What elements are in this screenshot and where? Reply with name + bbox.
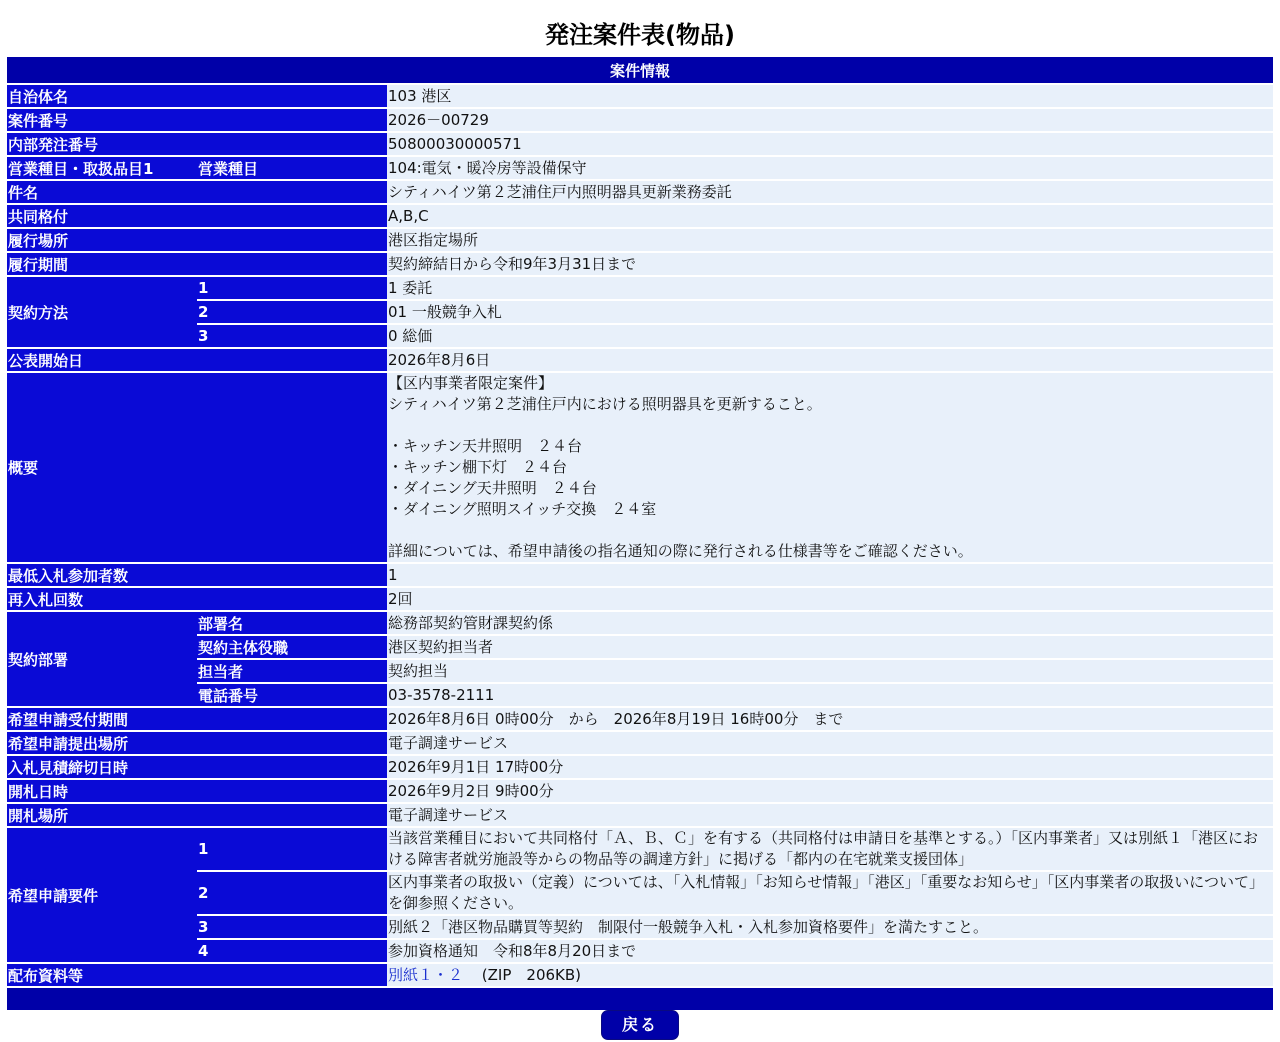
- num-yoken: 4: [197, 940, 387, 962]
- row-anken-bango: [7, 109, 1273, 131]
- row-kaisatsu-basho: [7, 804, 1273, 826]
- value-keiyaku-busho: 総務部契約管財課契約係: [387, 612, 1273, 634]
- row-keiyaku-hoho-1: [7, 277, 1273, 299]
- gaiyo-line: ・ダイニング照明スイッチ交換 ２４室: [388, 500, 657, 518]
- row-keiyaku-busho-4: [7, 684, 1273, 706]
- back-button-area: [0, 1010, 1280, 1040]
- label-kenmei: 件名: [7, 181, 387, 203]
- value-haifu: [387, 964, 1273, 986]
- row-keiyaku-busho-2: [7, 636, 1273, 658]
- row-naibu: [7, 133, 1273, 155]
- value-yoken: 参加資格通知 令和8年8月20日まで: [387, 940, 1273, 962]
- value-eigyo: 104:電気・暖冷房等設備保守: [387, 157, 1273, 179]
- label-teishutsu: 希望申請提出場所: [7, 732, 387, 754]
- row-haifu: [7, 964, 1273, 986]
- value-kyodo: A,B,C: [387, 205, 1273, 227]
- back-button[interactable]: 戻る: [601, 1010, 679, 1040]
- value-keiyaku-busho: 03-3578-2111: [387, 684, 1273, 706]
- num-yoken: 1: [197, 828, 387, 870]
- row-saitei: [7, 564, 1273, 586]
- row-teishutsu: [7, 732, 1273, 754]
- num-yoken: 3: [197, 916, 387, 938]
- row-keiyaku-busho-3: [7, 660, 1273, 682]
- row-kyodo: [7, 205, 1273, 227]
- row-gaiyo: [7, 373, 1273, 562]
- row-kikan: [7, 253, 1273, 275]
- row-uketsuke: [7, 708, 1273, 730]
- gaiyo-line: [388, 520, 1272, 541]
- label-kyodo: 共同格付: [7, 205, 387, 227]
- value-kenmei: シティハイツ第２芝浦住戸内照明器具更新業務委託: [387, 181, 1273, 203]
- sublabel-keiyaku-busho: 担当者: [197, 660, 387, 682]
- value-yoken: 当該営業種目において共同格付「Ａ、Ｂ、Ｃ」を有する（共同格付は申請日を基準とする。）「区内事業者」又は別紙１「港区における障害者就労施設等からの物品等の調達方針」に掲げる「都内の在宅就業支援団体」: [387, 828, 1273, 870]
- sublabel-keiyaku-busho: 部署名: [197, 612, 387, 634]
- label-keiyaku-busho: 契約部署: [7, 612, 197, 706]
- value-kaisatsu-basho: 電子調達サービス: [387, 804, 1273, 826]
- label-kaisatsu-nichiji: 開札日時: [7, 780, 387, 802]
- gaiyo-line: 【区内事業者限定案件】: [388, 374, 554, 392]
- label-yoken: 希望申請要件: [7, 828, 197, 962]
- row-yoken-4: [7, 940, 1273, 962]
- label-eigyo: 営業種目・取扱品目1: [7, 157, 197, 179]
- label-shimekiri: 入札見積締切日時: [7, 756, 387, 778]
- label-keiyaku-hoho: 契約方法: [7, 277, 197, 347]
- page-title: 発注案件表(物品): [545, 21, 735, 49]
- table-footer-bar: [7, 988, 1273, 1010]
- row-keiyaku-hoho-3: [7, 325, 1273, 347]
- row-kaisatsu-nichiji: [7, 780, 1273, 802]
- row-kenmei: [7, 181, 1273, 203]
- row-yoken-1: [7, 828, 1273, 870]
- row-eigyo: [7, 157, 1273, 179]
- label-naibu: 内部発注番号: [7, 133, 387, 155]
- anken-table: [7, 55, 1273, 1012]
- value-gaiyo: [387, 373, 1273, 562]
- num-keiyaku-hoho: 1: [197, 277, 387, 299]
- value-jichitai: 103 港区: [387, 85, 1273, 107]
- value-kikan: 契約締結日から令和9年3月31日まで: [387, 253, 1273, 275]
- value-shimekiri: 2026年9月1日 17時00分: [387, 756, 1273, 778]
- value-yoken: 区内事業者の取扱い（定義）については、「入札情報」「お知らせ情報」「港区」「重要なお知らせ」「区内事業者の取扱いについて」を御参照ください。: [387, 872, 1273, 914]
- label-gaiyo: 概要: [7, 373, 387, 562]
- row-shimekiri: [7, 756, 1273, 778]
- gaiyo-line: ・ダイニング天井照明 ２４台: [388, 479, 597, 497]
- num-yoken: 2: [197, 872, 387, 914]
- sublabel-eigyo: 営業種目: [197, 157, 387, 179]
- value-basho: 港区指定場所: [387, 229, 1273, 251]
- label-saitei: 最低入札参加者数: [7, 564, 387, 586]
- label-sainyu: 再入札回数: [7, 588, 387, 610]
- value-kaisatsu-nichiji: 2026年9月2日 9時00分: [387, 780, 1273, 802]
- label-jichitai: 自治体名: [7, 85, 387, 107]
- sublabel-keiyaku-busho: 契約主体役職: [197, 636, 387, 658]
- row-jichitai: [7, 85, 1273, 107]
- row-basho: [7, 229, 1273, 251]
- row-yoken-2: [7, 872, 1273, 914]
- value-teishutsu: 電子調達サービス: [387, 732, 1273, 754]
- haifu-file-info: (ZIP 206KB): [481, 965, 582, 984]
- value-anken-bango: 2026－00729: [387, 109, 1273, 131]
- row-keiyaku-busho-1: [7, 612, 1273, 634]
- label-uketsuke: 希望申請受付期間: [7, 708, 387, 730]
- value-saitei: 1: [387, 564, 1273, 586]
- value-keiyaku-hoho: 0 総価: [387, 325, 1273, 347]
- value-sainyu: 2回: [387, 588, 1273, 610]
- row-keiyaku-hoho-2: [7, 301, 1273, 323]
- value-yoken: 別紙２「港区物品購買等契約 制限付一般競争入札・入札参加資格要件」を満たすこと。: [387, 916, 1273, 938]
- label-haifu: 配布資料等: [7, 964, 387, 986]
- num-keiyaku-hoho: 2: [197, 301, 387, 323]
- gaiyo-line: 詳細については、希望申請後の指名通知の際に発行される仕様書等をご確認ください。: [388, 542, 973, 560]
- label-basho: 履行場所: [7, 229, 387, 251]
- sublabel-keiyaku-busho: 電話番号: [197, 684, 387, 706]
- value-uketsuke: 2026年8月6日 0時00分 から 2026年8月19日 16時00分 まで: [387, 708, 1273, 730]
- row-kohyo: [7, 349, 1273, 371]
- gaiyo-line: シティハイツ第２芝浦住戸内における照明器具を更新すること。: [388, 395, 822, 413]
- label-kikan: 履行期間: [7, 253, 387, 275]
- value-kohyo: 2026年8月6日: [387, 349, 1273, 371]
- value-keiyaku-busho: 契約担当: [387, 660, 1273, 682]
- section-header: 案件情報: [7, 57, 1273, 83]
- row-sainyu: [7, 588, 1273, 610]
- value-naibu: 50800030000571: [387, 133, 1273, 155]
- gaiyo-line: [388, 415, 1272, 436]
- label-kohyo: 公表開始日: [7, 349, 387, 371]
- label-anken-bango: 案件番号: [7, 109, 387, 131]
- num-keiyaku-hoho: 3: [197, 325, 387, 347]
- row-yoken-3: [7, 916, 1273, 938]
- gaiyo-line: ・キッチン天井照明 ２４台: [388, 437, 582, 455]
- value-keiyaku-busho: 港区契約担当者: [387, 636, 1273, 658]
- value-keiyaku-hoho: 1 委託: [387, 277, 1273, 299]
- value-keiyaku-hoho: 01 一般競争入札: [387, 301, 1273, 323]
- label-kaisatsu-basho: 開札場所: [7, 804, 387, 826]
- gaiyo-line: ・キッチン棚下灯 ２４台: [388, 458, 567, 476]
- haifu-download-link[interactable]: 別紙１・２: [388, 965, 464, 984]
